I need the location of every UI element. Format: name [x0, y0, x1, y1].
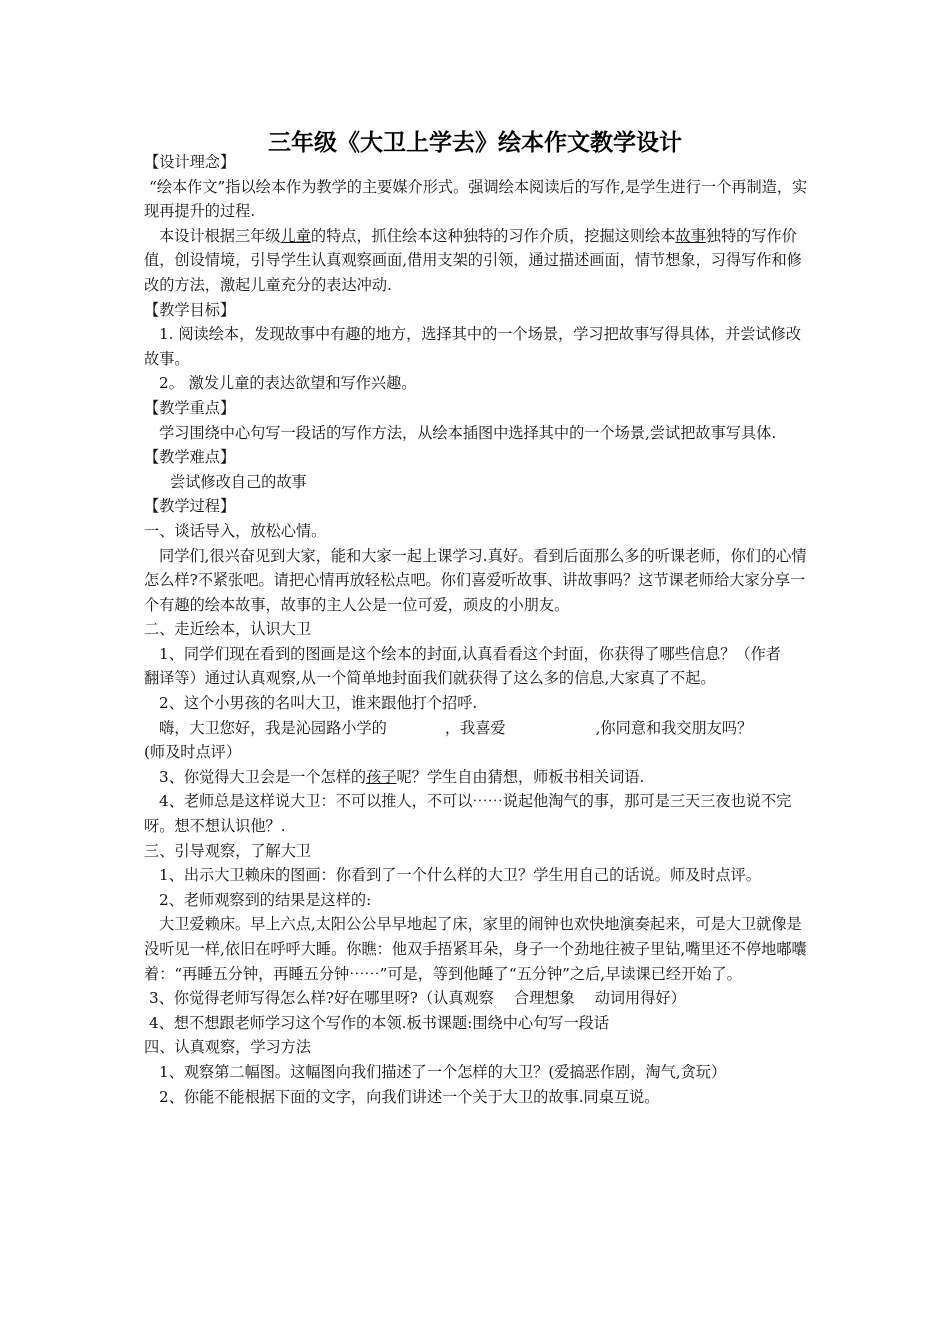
- text-run: 独特的写作价值，创设情境，引导学生认真观察画面,借用支架的引领，通过描述画面，情节想象，习得写作和修改的方法，激起儿童充分的表达冲动.: [144, 226, 802, 294]
- step-3-heading: 三、引导观察，了解大卫: [144, 841, 312, 860]
- step-4-item-2: 2、你能不能根据下面的文字，向我们讲述一个关于大卫的故事.同桌互说。: [159, 1087, 660, 1106]
- step-3-item-1: 1、出示大卫赖床的图画：你看到了一个什么样的大卫？学生用自己的话说。师及时点评。: [159, 866, 761, 885]
- step-3-story: 大卫爱赖床。早上六点,太阳公公早早地起了床，家里的闹钟也欢快地演奏起来，可是大卫就像是没听见一样,依旧在呼呼大睡。你瞧：他双手捂紧耳朵，身子一个劲地往被子里钻,嘴里还不停地嘟囔着：“再睡五分钟，再睡五分钟⋯⋯”可是，等到他睡了“五分钟”之后,早读课已经开始了。: [144, 915, 807, 983]
- text-run: 3、你觉得大卫会是一个怎样的: [159, 767, 367, 786]
- text-run: 本设计根据三年级: [159, 226, 281, 245]
- concept-paragraph-2: [144, 224, 812, 298]
- key-points-paragraph: 学习围绕中心句写一段话的写作方法，从绘本插图中选择其中的一个场景,尝试把故事写具体.: [159, 423, 777, 442]
- document-title: 三年级《大卫上学去》绘本作文教学设计: [268, 130, 682, 156]
- text-run: 嗨，大卫您好，我是沁园路小学的: [159, 718, 387, 737]
- underlined-word: 故事: [675, 226, 706, 245]
- step-2-item-2: 2、这个小男孩的名叫大卫，谁来跟他打个招呼.: [159, 694, 478, 713]
- section-heading-concept: 【设计理念】: [144, 153, 236, 171]
- step-2-item-1: 1、同学们现在看到的图画是这个绘本的封面,认真看看这个封面，你获得了哪些信息？（作者 翻译等）通过认真观察,从一个简单地封面我们就获得了这么多的信息,大家真了不起。: [144, 644, 802, 688]
- underlined-word: 儿童: [280, 226, 311, 245]
- section-heading-process: 【教学过程】: [144, 497, 236, 516]
- goal-item-2: 2。 激发儿童的表达欲望和写作兴趣。: [159, 374, 417, 393]
- section-heading-key-points: 【教学重点】: [144, 398, 236, 417]
- step-4-item-1: 1、观察第二幅图。这幅图向我们描述了一个怎样的大卫？(爱搞恶作剧，淘气,贪玩）: [159, 1062, 727, 1081]
- section-heading-difficulties: 【教学难点】: [144, 448, 236, 467]
- step-2-item-3: [144, 765, 812, 790]
- section-heading-goals: 【教学目标】: [144, 300, 236, 319]
- step-2-greeting: [144, 716, 812, 765]
- underlined-word: 孩子: [366, 767, 397, 786]
- step-1-paragraph: 同学们,很兴奋见到大家，能和大家一起上课学习.真好。看到后面那么多的听课老师，你们的心情怎么样?不紧张吧。请把心情再放轻松点吧。你们喜爱听故事、讲故事吗？这节课老师给大家分享一个有趣的绘本故事，故事的主人公是一位可爱，顽皮的小朋友。: [144, 546, 807, 614]
- text-run: ，我喜爱: [444, 718, 506, 737]
- text-run: ,你同意和我交朋友吗？: [595, 718, 753, 737]
- step-4-heading: 四、认真观察，学习方法: [144, 1038, 312, 1057]
- step-1-heading: 一、谈话导入，放松心情。: [144, 521, 327, 540]
- difficulties-paragraph: 尝试修改自己的故事: [170, 472, 307, 491]
- step-3-item-2: 2、老师观察到的结果是这样的:: [159, 890, 372, 909]
- step-2-heading: 二、走近绘本，认识大卫: [144, 620, 312, 639]
- step-2-item-4: 4、老师总是这样说大卫：不可以推人，不可以⋯⋯说起他淘气的事，那可是三天三夜也说不完呀。想不想认识他？.: [144, 792, 792, 836]
- step-3-item-4: 4、想不想跟老师学习这个写作的本领.板书课题:围绕中心句写一段话: [149, 1013, 610, 1032]
- text-run: (师及时点评）: [144, 743, 242, 762]
- text-run: 的特点，抓住绘本这种独特的习作介质，挖掘这则绘本: [310, 226, 676, 245]
- text-run: 呢？学生自由猜想，师板书相关词语.: [396, 767, 645, 786]
- concept-paragraph-1: “绘本作文”指以绘本作为教学的主要媒介形式。强调绘本阅读后的写作,是学生进行一个再制造，实现再提升的过程.: [144, 177, 808, 221]
- step-3-item-3: 3、你觉得老师写得怎么样?好在哪里呀?（认真观察 合理想象 动词用得好）: [149, 989, 686, 1008]
- document-body: [144, 150, 812, 1109]
- goal-item-1: 1. 阅读绘本，发现故事中有趣的地方，选择其中的一个场景，学习把故事写得具体，并尝试修改故事。: [144, 325, 802, 368]
